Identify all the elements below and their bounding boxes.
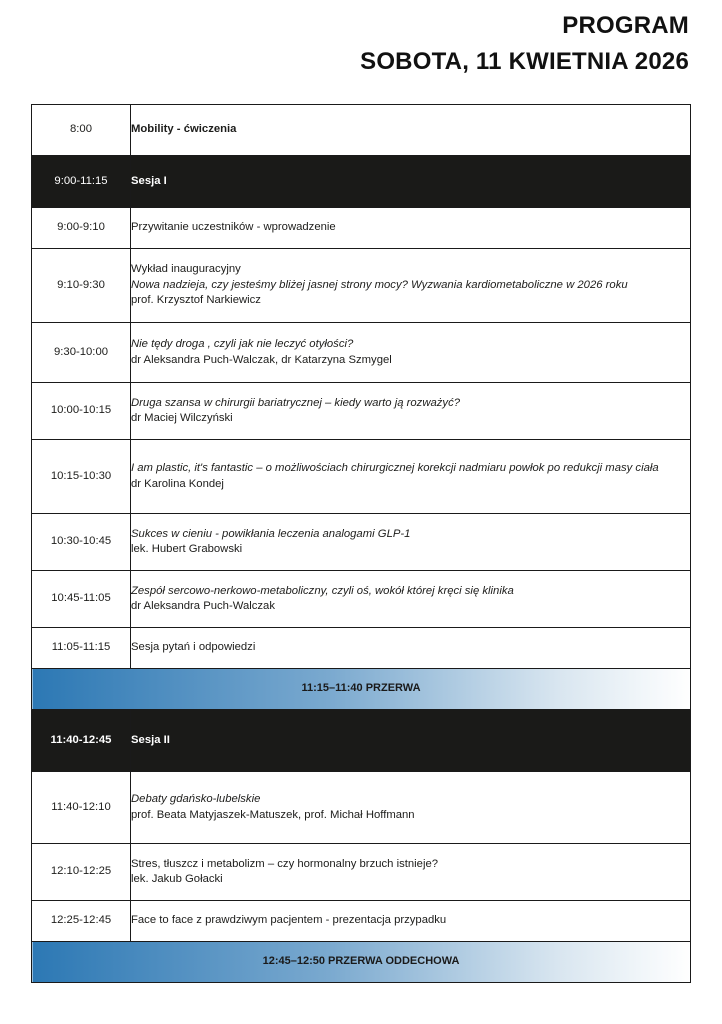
table-row bbox=[32, 772, 691, 844]
program-header bbox=[360, 8, 689, 80]
item-cell bbox=[131, 383, 691, 440]
item-topic: Nie tędy droga , czyli jak nie leczyć otyłości? bbox=[131, 338, 354, 350]
break-row bbox=[32, 669, 691, 710]
item-topic: Sukces w cieniu - powikłania leczenia analogami GLP-1 bbox=[131, 527, 411, 540]
time-cell: 10:15-10:30 bbox=[32, 440, 131, 514]
item-speaker: dr Aleksandra Puch-Walczak, dr Katarzyna Szmygel bbox=[131, 353, 392, 366]
table-row bbox=[32, 383, 691, 440]
break-row bbox=[32, 942, 691, 983]
time-cell: 11:40-12:45 bbox=[32, 710, 131, 772]
time-cell: 10:30-10:45 bbox=[32, 514, 131, 571]
item-cell bbox=[131, 323, 691, 383]
item-speaker: prof. Krzysztof Narkiewicz bbox=[131, 294, 261, 307]
time-cell: 11:40-12:10 bbox=[32, 772, 131, 844]
break-label: 11:15–11:40 PRZERWA bbox=[32, 669, 691, 710]
time-cell: 9:30-10:00 bbox=[32, 323, 131, 383]
item-cell bbox=[131, 772, 691, 844]
table-row bbox=[32, 323, 691, 383]
session-title: Sesja II bbox=[131, 710, 691, 772]
time-cell: 11:05-11:15 bbox=[32, 628, 131, 669]
item-topic: Nowa nadzieja, czy jesteśmy bliżej jasnej strony mocy? Wyzwania kardiometaboliczne w 2026 roku bbox=[131, 278, 628, 291]
time-cell: 8:00 bbox=[32, 105, 131, 156]
program-title: PROGRAM bbox=[562, 12, 689, 39]
item-text: Sesja pytań i odpowiedzi bbox=[131, 628, 691, 669]
item-cell bbox=[131, 440, 691, 514]
item-speaker: lek. Hubert Grabowski bbox=[131, 543, 243, 555]
time-cell: 9:00-11:15 bbox=[32, 156, 131, 208]
table-row bbox=[32, 628, 691, 669]
item-speaker: lek. Jakub Gołacki bbox=[131, 873, 223, 885]
time-cell: 9:10-9:30 bbox=[32, 249, 131, 323]
item-title: Mobility - ćwiczenia bbox=[131, 105, 691, 156]
break-label: 12:45–12:50 PRZERWA ODDECHOWA bbox=[32, 942, 691, 983]
item-speaker: dr Karolina Kondej bbox=[131, 477, 224, 490]
table-row bbox=[32, 440, 691, 514]
time-cell: 10:00-10:15 bbox=[32, 383, 131, 440]
item-cell bbox=[131, 249, 691, 323]
table-row bbox=[32, 514, 691, 571]
session-title: Sesja I bbox=[131, 156, 691, 208]
table-row bbox=[32, 571, 691, 628]
table-row bbox=[32, 249, 691, 323]
table-row bbox=[32, 208, 691, 249]
item-topic: Debaty gdańsko-lubelskie bbox=[131, 793, 261, 805]
time-cell: 12:25-12:45 bbox=[32, 901, 131, 942]
item-speaker: dr Maciej Wilczyński bbox=[131, 412, 233, 424]
item-topic: Druga szansa w chirurgii bariatrycznej – kiedy warto ją rozważyć? bbox=[131, 396, 460, 409]
item-text: Face to face z prawdziwym pacjentem - prezentacja przypadku bbox=[131, 901, 691, 942]
table-row bbox=[32, 901, 691, 942]
item-text: Przywitanie uczestników - wprowadzenie bbox=[131, 208, 691, 249]
item-speaker: prof. Beata Matyjaszek-Matuszek, prof. Michał Hoffmann bbox=[131, 808, 415, 821]
table-row bbox=[32, 105, 691, 156]
table-row bbox=[32, 844, 691, 901]
item-label: Wykład inauguracyjny bbox=[131, 263, 241, 276]
time-cell: 12:10-12:25 bbox=[32, 844, 131, 901]
session-row bbox=[32, 710, 691, 772]
program-table bbox=[31, 104, 691, 983]
item-cell bbox=[131, 571, 691, 628]
item-topic: I am plastic, it's fantastic – o możliwościach chirurgicznej korekcji nadmiaru powłok po redukcji masy ciała bbox=[131, 462, 659, 474]
item-cell bbox=[131, 844, 691, 901]
item-text: Stres, tłuszcz i metabolizm – czy hormonalny brzuch istnieje? bbox=[131, 857, 439, 870]
item-speaker: dr Aleksandra Puch-Walczak bbox=[131, 600, 275, 612]
time-cell: 9:00-9:10 bbox=[32, 208, 131, 249]
item-cell bbox=[131, 514, 691, 571]
time-cell: 10:45-11:05 bbox=[32, 571, 131, 628]
item-topic: Zespół sercowo-nerkowo-metaboliczny, czyli oś, wokół której kręci się klinika bbox=[131, 584, 514, 597]
program-date: SOBOTA, 11 KWIETNIA 2026 bbox=[360, 48, 689, 75]
session-row bbox=[32, 156, 691, 208]
